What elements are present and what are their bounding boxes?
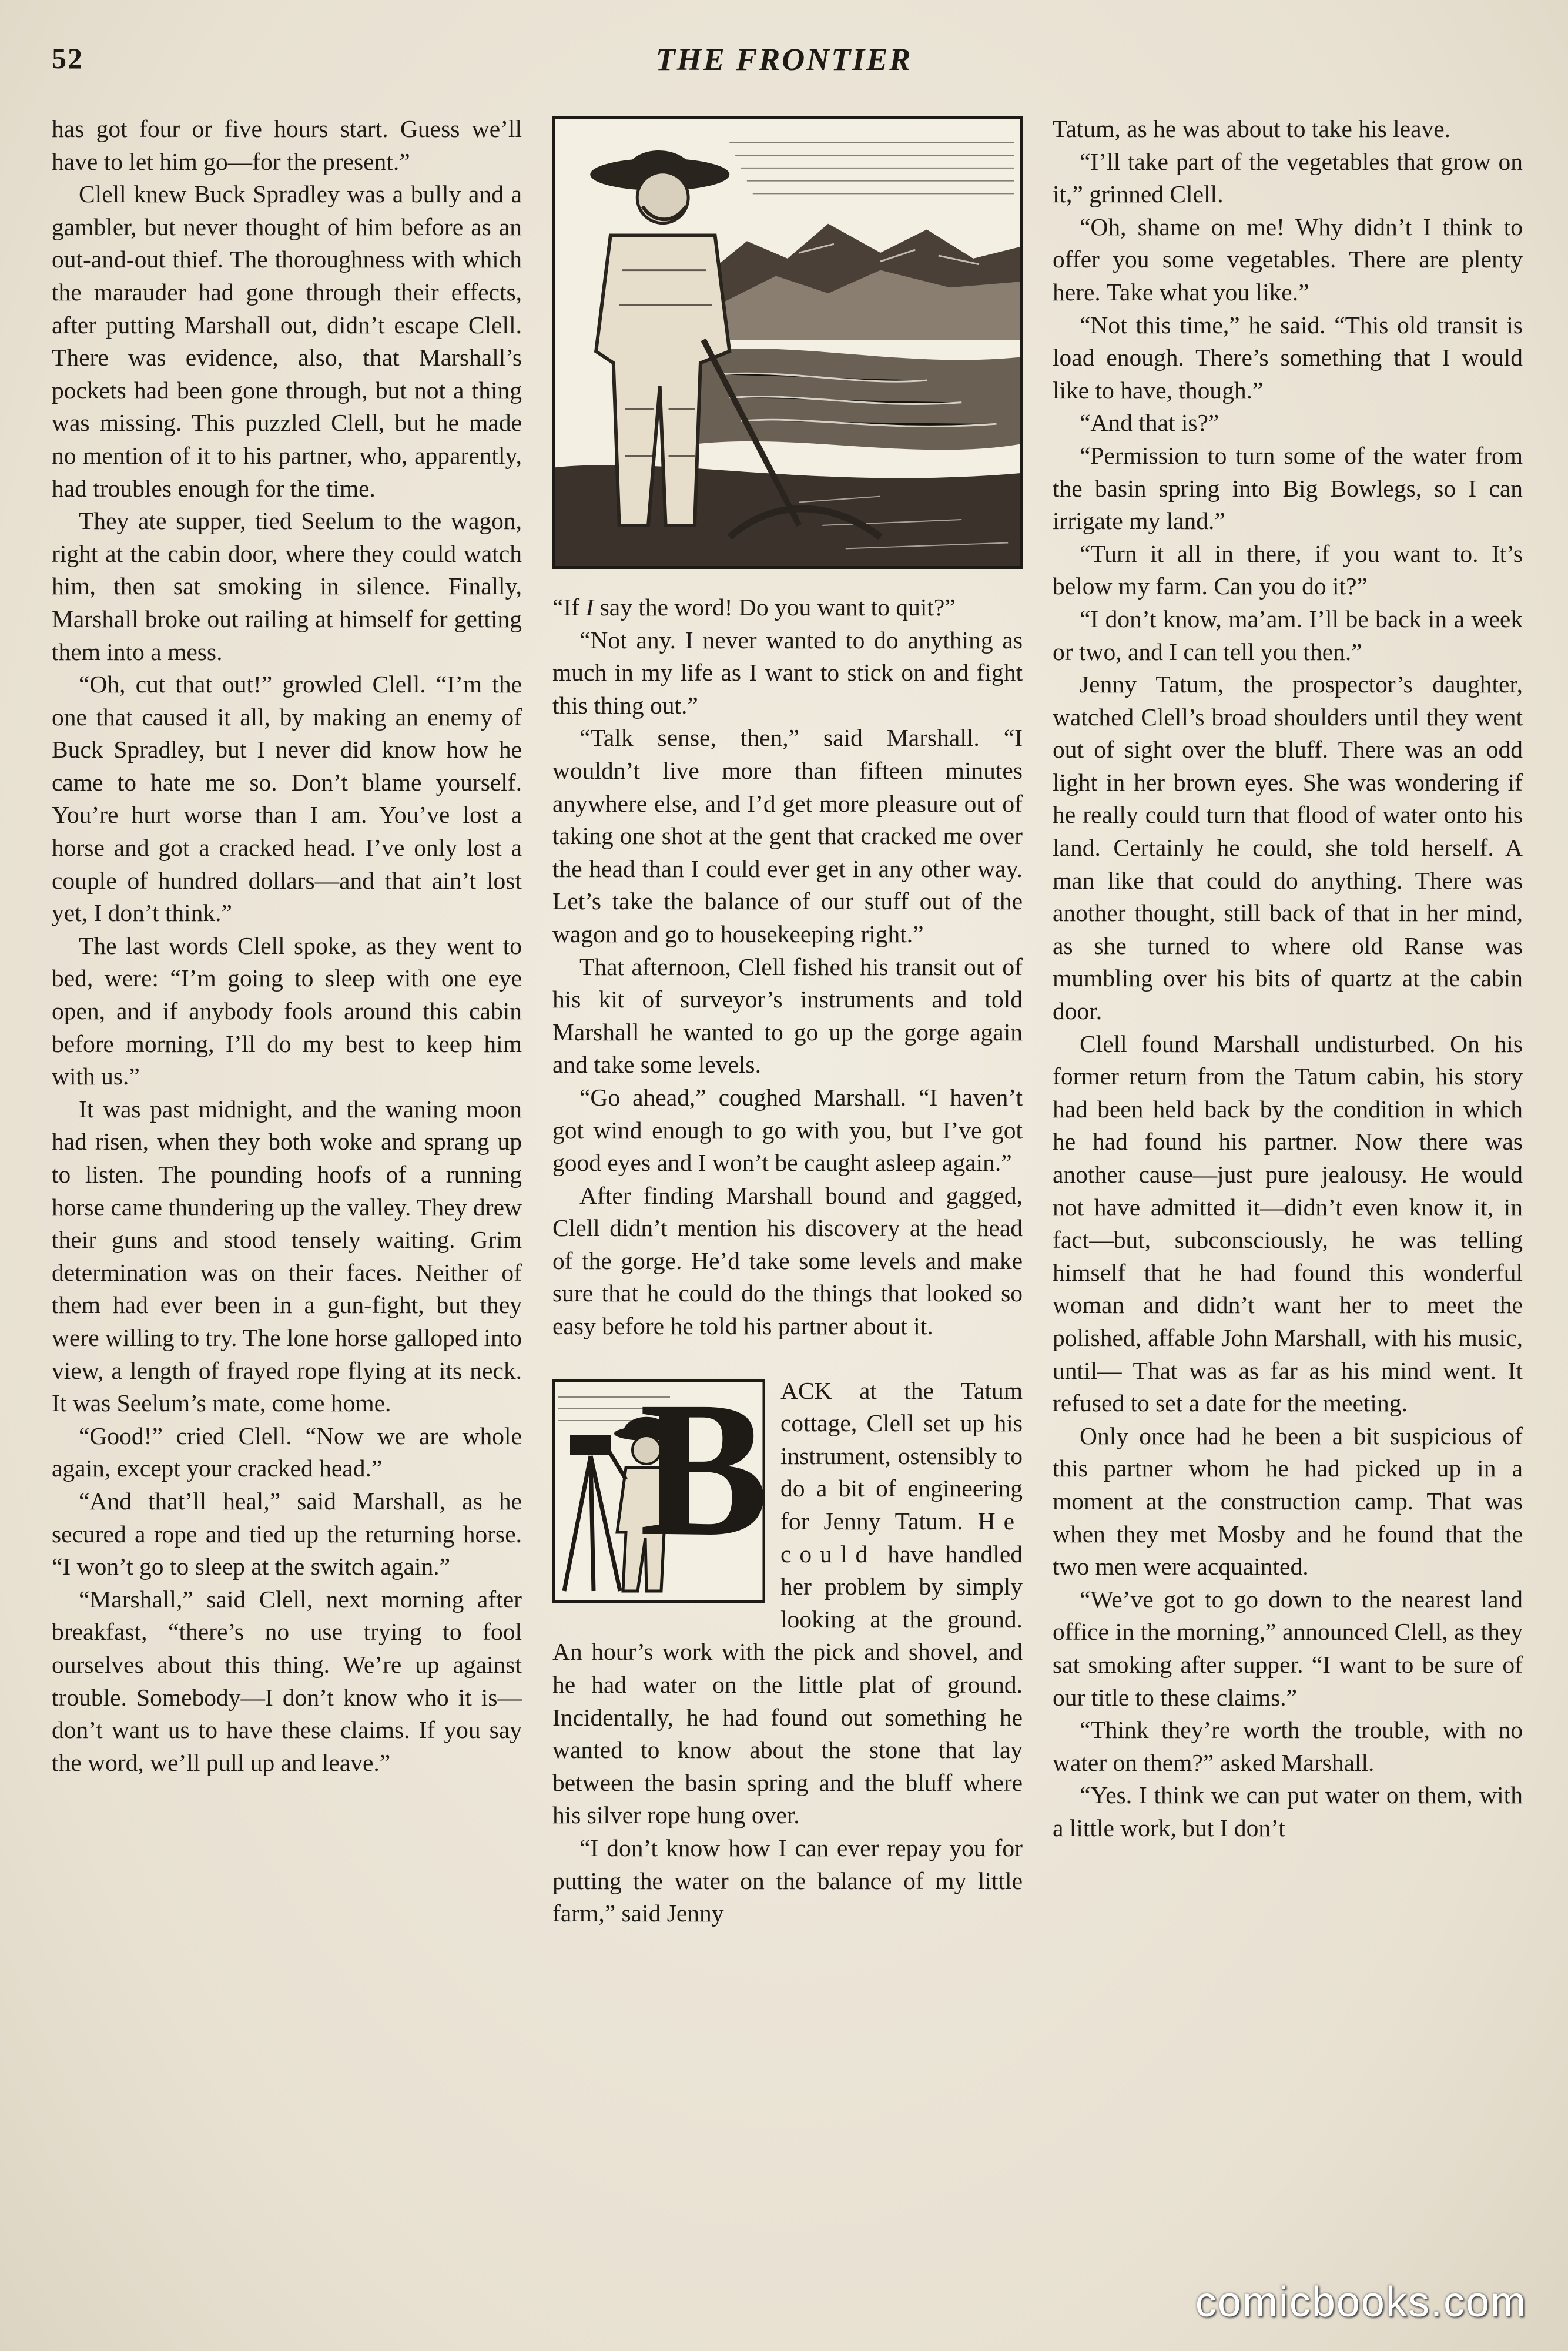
woodcut-illustration	[555, 119, 1020, 566]
text-run: say the word! Do you want to quit?”	[594, 594, 956, 621]
paragraph: “I don’t know, ma’am. I’ll be back in a week or two, and I can tell you then.”	[1053, 605, 1523, 665]
paragraph: Clell found Marshall undisturbed. On his former return from the Tatum cabin, his story had been held back by the condition in which he had found his partner. Now there was another cause—just pure jealousy. He would not have admitted it—didn’t even know it, in fact—but, subconsciously, he was telling himself that he had found this wonderful woman and didn’t want her to meet the polished, affable John Marshall, with his music, until— That was as far as his mind went. It refused to set a date for the meeting.	[1053, 1030, 1523, 1417]
paragraph: The last words Clell spoke, as they went to bed, were: “I’m going to sleep with one eye open, and if anybody fools around this cabin before morning, I’ll do my best to keep him with us.”	[52, 932, 522, 1090]
paragraph: “Go ahead,” coughed Marshall. “I haven’t got wind enough to go with you, but I’ve got good eyes and I won’t be caught asleep again.”	[552, 1083, 1023, 1177]
paragraph: “Talk sense, then,” said Marshall. “I wouldn’t live more than fifteen minutes anywhere else, and I’d get more pleasure out of taking one shot at the gent that cracked me over the head than I could ever get in any other way. Let’s take the balance of our stuff out of the wagon and go to housekeeping right.”	[552, 724, 1023, 947]
paragraph: “Oh, shame on me! Why didn’t I think to offer you some vegetables. There are plenty here. Take what you like.”	[1053, 213, 1523, 306]
text-run: have handled her problem by simply looking at the ground. An hour’s work with the pick and shovel, and he had water on the little plat of ground. Incidentally, he had found out something he wanted to know about the stone that lay between the basin spring and the bluff where his silver rope hung over.	[552, 1540, 1023, 1829]
dropcap-letter: B	[639, 1361, 769, 1576]
text-column-3	[1053, 113, 1523, 2298]
paragraph: “Not any. I never wanted to do anything as much in my life as I want to stick on and fight this thing out.”	[552, 626, 1023, 719]
text-run: ACK at the Tatum cottage, Clell set up his instrument, ostensibly to do a bit of engineering for Jenny Tatum.	[780, 1377, 1023, 1535]
dropcap-illustration	[552, 1361, 769, 1603]
paragraph: It was past midnight, and the waning moon had risen, when they both woke and sprang up to listen. The pounding hoofs of a running horse came thundering up the valley. They drew their guns and stood tensely waiting. Grim determination was on their faces. Neither of them had ever been in a gun-fight, but they were willing to try. The lone horse galloped into view, a length of frayed rope flying at its neck. It was Seelum’s mate, come home.	[52, 1095, 522, 1417]
paragraph: Tatum, as he was about to take his leave.	[1053, 115, 1451, 142]
paragraph: “We’ve got to go down to the nearest land office in the morning,” announced Clell, as they sat smoking after supper. “I want to be sure of our title to these claims.”	[1053, 1585, 1523, 1711]
paragraph: That afternoon, Clell fished his transit out of his kit of surveyor’s instruments and told Marshall he wanted to go up the gorge again and take some levels.	[552, 953, 1023, 1079]
illustration-prospector	[552, 116, 1023, 569]
paragraph: “Good!” cried Clell. “Now we are whole again, except your cracked head.”	[52, 1422, 522, 1482]
italic-run: I	[585, 594, 594, 621]
paragraph: Only once had he been a bit suspicious of this partner whom he had picked up in a moment at the construction camp. That was when they met Mosby and he found that the two men were acquainted.	[1053, 1422, 1523, 1580]
paragraph: They ate supper, tied Seelum to the wagon, right at the cabin door, where they could watch him, then sat smoking in silence. Finally, Marshall broke out railing at himself for getting them into a mess.	[52, 507, 522, 665]
paragraph: “I’ll take part of the vegetables that grow on it,” grinned Clell.	[1053, 148, 1523, 208]
site-watermark: comicbooks.com	[1195, 2279, 1527, 2326]
text-run: He could	[780, 1508, 1023, 1568]
paragraph: “Turn it all in there, if you want to. It’s below my farm. Can you do it?”	[1053, 540, 1523, 600]
running-title: THE FRONTIER	[655, 42, 913, 77]
paragraph: “Marshall,” said Clell, next morning after breakfast, “there’s no use trying to fool ourselves about this thing. We’re up against trouble. Somebody—I don’t know who it is—don’t want us to have these claims. If you say the word, we’ll pull up and leave.”	[52, 1585, 522, 1776]
paragraph: “Think they’re worth the trouble, with no water on them?” asked Marshall.	[1053, 1716, 1523, 1776]
paragraph: “I don’t know how I can ever repay you for putting the water on the balance of my little farm,” said Jenny	[552, 1834, 1023, 1927]
paragraph: Jenny Tatum, the prospector’s daughter, watched Clell’s broad shoulders until they went out of sight over the bluff. There was an odd light in her brown eyes. She was wondering if he really could turn that flood of water onto his land. Certainly he could, she told herself. A man like that could do anything. There was another thought, still back of that in her mind, as she turned to where old Ranse was mumbling over his bits of quartz at the cabin door.	[1053, 671, 1523, 1025]
page-number: 52	[52, 42, 83, 75]
paragraph: “Not this time,” he said. “This old transit is load enough. There’s something that I would like to have, though.”	[1053, 311, 1523, 404]
text-column-1	[52, 113, 522, 2298]
paragraph: “Yes. I think we can put water on them, with a little work, but I don’t	[1053, 1781, 1523, 1841]
paragraph: has got four or five hours start. Guess we’ll have to let him go—for the present.”	[52, 115, 522, 175]
paragraph	[552, 591, 1023, 624]
paragraph: “And that’ll heal,” said Marshall, as he secured a rope and tied up the returning horse. “I won’t go to sleep at the switch again.”	[52, 1487, 522, 1580]
paragraph: After finding Marshall bound and gagged, Clell didn’t mention his discovery at the head of the gorge. He’d take some levels and make sure that he could do the things that looked so easy before he told his partner about it.	[552, 1181, 1023, 1340]
text-column-2	[552, 113, 1023, 2298]
paragraph: “Permission to turn some of the water from the basin spring into Big Bowlegs, so I can irrigate my land.”	[1053, 441, 1523, 535]
paragraph: “And that is?”	[1080, 409, 1219, 437]
paragraph: Clell knew Buck Spradley was a bully and a gambler, but never thought of him before as an out-and-out thief. The thoroughness with which the marauder had gone through their effects, after putting Marshall out, didn’t escape Clell. There was evidence, also, that Marshall’s pockets had been gone through, but not a thing was missing. This puzzled Clell, but he made no mention of it to his partner, who, apparently, had troubles enough for the time.	[52, 180, 522, 502]
page-header	[52, 41, 1516, 88]
text-run: “If	[552, 594, 586, 621]
dropcap-paragraph	[552, 1361, 1023, 1832]
paragraph: “Oh, cut that out!” growled Clell. “I’m the one that caused it all, by making an enemy of Buck Spradley, but I never did know how he came to hate me so. Don’t blame yourself. You’re hurt worse than I am. You’ve lost a horse and got a cracked head. I’ve only lost a couple of hundred dollars—and that ain’t lost yet, I don’t think.”	[52, 671, 522, 927]
